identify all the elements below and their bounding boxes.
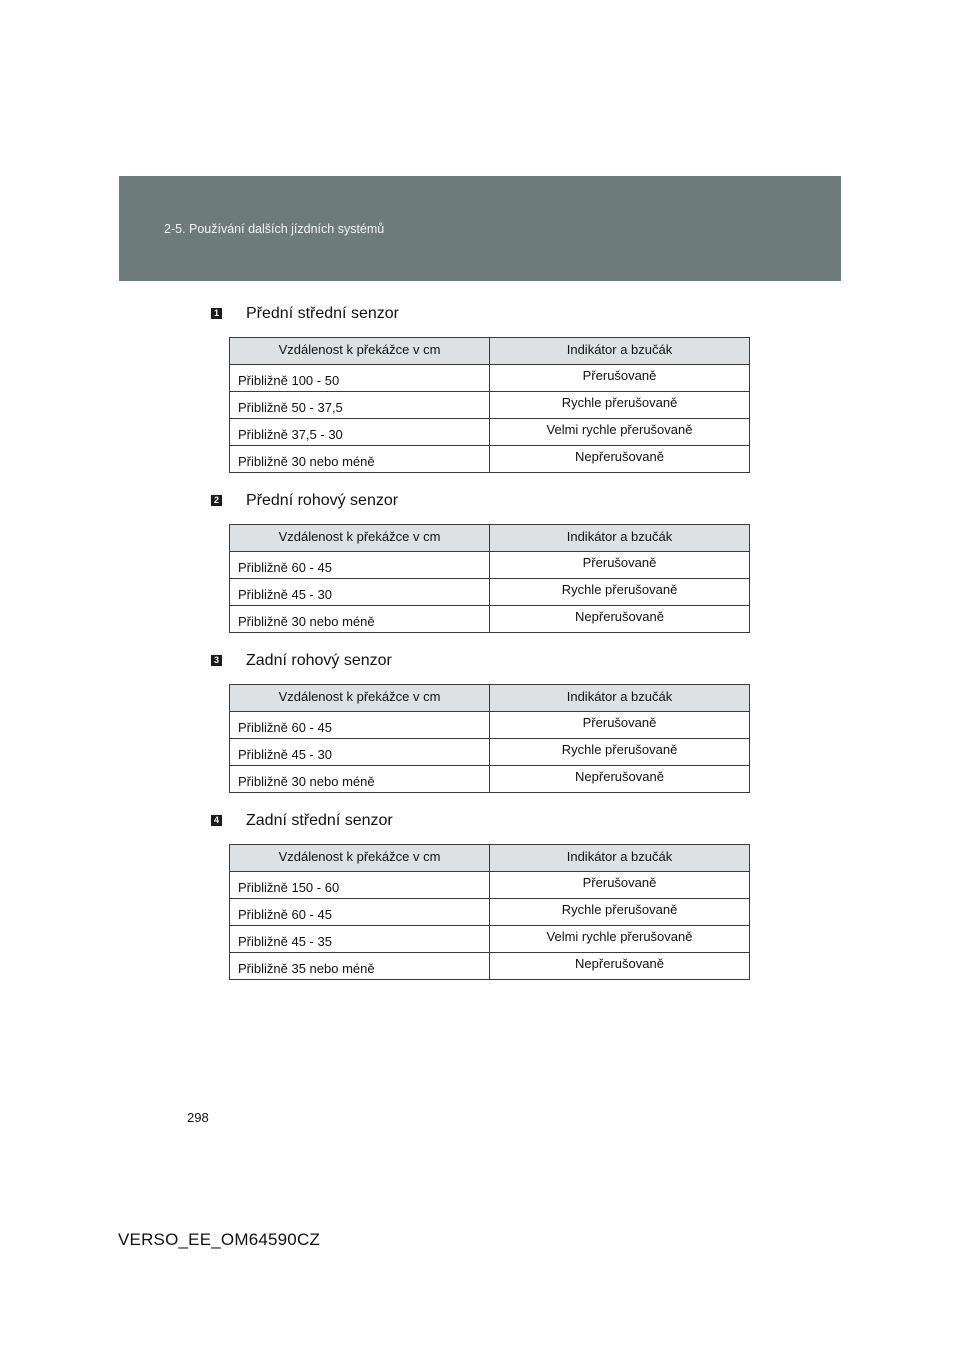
cell-distance: Přibližně 37,5 - 30	[230, 419, 490, 446]
table-header-row	[230, 525, 750, 552]
table-header-row	[230, 685, 750, 712]
section-number-badge: 2	[211, 495, 222, 506]
cell-indicator: Přerušovaně	[490, 872, 750, 899]
table-row	[230, 552, 750, 579]
table-row	[230, 606, 750, 633]
sensor-table	[229, 684, 750, 793]
cell-distance: Přibližně 150 - 60	[230, 872, 490, 899]
section-title-text: Zadní rohový senzor	[246, 652, 392, 669]
cell-indicator: Přerušovaně	[490, 365, 750, 392]
cell-indicator: Rychle přerušovaně	[490, 899, 750, 926]
cell-distance: Přibližně 45 - 30	[230, 739, 490, 766]
header-distance: Vzdálenost k překážce v cm	[230, 525, 490, 552]
cell-indicator: Nepřerušovaně	[490, 953, 750, 980]
cell-distance: Přibližně 50 - 37,5	[230, 392, 490, 419]
header-band	[119, 176, 841, 281]
section-title-text: Přední rohový senzor	[246, 492, 399, 509]
section-front-center-sensor	[213, 304, 751, 469]
section-number-badge: 4	[211, 815, 222, 826]
table-row	[230, 926, 750, 953]
cell-indicator: Velmi rychle přerušovaně	[490, 419, 750, 446]
sensor-table	[229, 844, 750, 980]
cell-distance: Přibližně 60 - 45	[230, 712, 490, 739]
sensor-table	[229, 337, 750, 473]
section-front-corner-sensor	[213, 491, 751, 629]
section-rear-corner-sensor	[213, 651, 751, 789]
section-title-text: Přední střední senzor	[246, 305, 399, 322]
table-row	[230, 766, 750, 793]
header-distance: Vzdálenost k překážce v cm	[230, 845, 490, 872]
table-row	[230, 712, 750, 739]
section-title	[213, 811, 751, 833]
section-title	[213, 651, 751, 673]
cell-indicator: Rychle přerušovaně	[490, 392, 750, 419]
table-row	[230, 739, 750, 766]
cell-indicator: Velmi rychle přerušovaně	[490, 926, 750, 953]
header-indicator: Indikátor a bzučák	[490, 525, 750, 552]
section-number-badge: 1	[211, 308, 222, 319]
document-code: VERSO_EE_OM64590CZ	[118, 1230, 321, 1249]
section-title	[213, 491, 751, 513]
table-row	[230, 872, 750, 899]
table-row	[230, 953, 750, 980]
section-title-text: Zadní střední senzor	[246, 812, 393, 829]
cell-distance: Přibližně 60 - 45	[230, 899, 490, 926]
section-title	[213, 304, 751, 326]
cell-distance: Přibližně 30 nebo méně	[230, 766, 490, 793]
table-header-row	[230, 338, 750, 365]
cell-distance: Přibližně 100 - 50	[230, 365, 490, 392]
sensor-table	[229, 524, 750, 633]
section-rear-center-sensor	[213, 811, 751, 976]
cell-distance: Přibližně 45 - 35	[230, 926, 490, 953]
section-number-badge: 3	[211, 655, 222, 666]
header-distance: Vzdálenost k překážce v cm	[230, 685, 490, 712]
cell-indicator: Nepřerušovaně	[490, 446, 750, 473]
cell-indicator: Nepřerušovaně	[490, 606, 750, 633]
table-row	[230, 579, 750, 606]
cell-distance: Přibližně 60 - 45	[230, 552, 490, 579]
header-indicator: Indikátor a bzučák	[490, 685, 750, 712]
table-header-row	[230, 845, 750, 872]
cell-distance: Přibližně 35 nebo méně	[230, 953, 490, 980]
header-indicator: Indikátor a bzučák	[490, 338, 750, 365]
cell-indicator: Rychle přerušovaně	[490, 579, 750, 606]
cell-distance: Přibližně 30 nebo méně	[230, 606, 490, 633]
table-row	[230, 419, 750, 446]
cell-indicator: Přerušovaně	[490, 712, 750, 739]
page-number: 298	[187, 1110, 209, 1125]
cell-indicator: Rychle přerušovaně	[490, 739, 750, 766]
header-distance: Vzdálenost k překážce v cm	[230, 338, 490, 365]
table-row	[230, 365, 750, 392]
cell-distance: Přibližně 30 nebo méně	[230, 446, 490, 473]
cell-indicator: Přerušovaně	[490, 552, 750, 579]
table-row	[230, 392, 750, 419]
table-row	[230, 899, 750, 926]
section-header-title: 2-5. Používání dalších jízdních systémů	[164, 222, 385, 236]
header-indicator: Indikátor a bzučák	[490, 845, 750, 872]
cell-indicator: Nepřerušovaně	[490, 766, 750, 793]
table-row	[230, 446, 750, 473]
cell-distance: Přibližně 45 - 30	[230, 579, 490, 606]
